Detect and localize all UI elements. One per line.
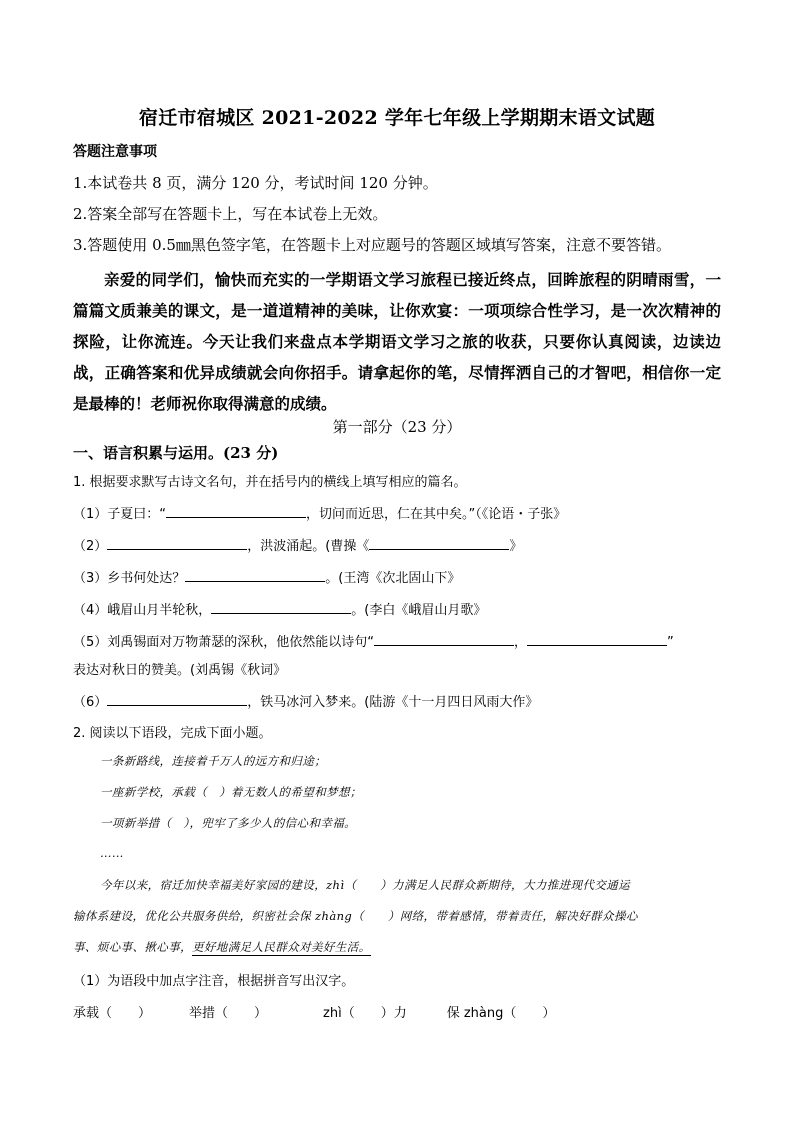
q2-stem: 2. 阅读以下语段，完成下面小题。 bbox=[73, 726, 272, 741]
answer-blank[interactable] bbox=[107, 535, 247, 550]
part-heading: 第一部分（23 分） bbox=[332, 418, 462, 436]
q1-item-2 bbox=[73, 535, 522, 554]
q1-item-5-text-c: ” bbox=[667, 635, 674, 650]
passage-line-3: 一项新举措（ ），兜牢了多少人的信心和幸福。 bbox=[100, 816, 357, 830]
answer-blank[interactable] bbox=[374, 631, 514, 646]
page-title: 宿迁市宿城区 2021-2022 学年七年级上学期期末语文试题 bbox=[138, 107, 656, 129]
q1-item-5-text-a: （5）刘禹锡面对万物萧瑟的深秋，他依然能以诗句“ bbox=[73, 635, 375, 650]
passage-para-line-1: 今年以来，宿迁加快幸福美好家园的建设，zhì（ ）力满足人民群众新期待，大力推进现代交通运 bbox=[100, 878, 631, 892]
q1-item-1-text-b: ，切问而近思，仁在其中矣。”（《论语・子张》 bbox=[306, 507, 567, 522]
q1-item-4 bbox=[73, 599, 486, 618]
q1-item-3 bbox=[73, 567, 460, 586]
q1-item-1-text-a: （1）子夏曰：“ bbox=[73, 507, 167, 522]
answer-jucuo[interactable]: 举措（ ） bbox=[189, 1006, 268, 1021]
q1-item-6 bbox=[73, 691, 538, 710]
intro-paragraph: 亲爱的同学们，愉快而充实的一学期语文学习旅程已接近终点，回眸旅程的阴晴雨雪，一篇篇文质兼美的课文，是一道道精神的美味，让你欢宴：一项项综合性学习，是一次次精神的探险，让你流连。今天让我们来盘点本学期语文学习之旅的收获，只要你认真阅读，边读边战，正确答案和优异成绩就会向你招手。请拿起你的笔，尽情挥洒自己的才智吧，相信你一定是最棒的！老师祝你取得满意的成绩。 bbox=[73, 270, 721, 413]
answer-blank[interactable] bbox=[166, 503, 306, 518]
q1-item-5-text-b: ， bbox=[514, 635, 528, 650]
q1-item-3-text-b: 。(王湾《次北固山下》 bbox=[325, 571, 461, 586]
passage-para-line-3-text: 事、烦心事、揪心事， bbox=[73, 940, 192, 954]
section-heading: 一、语言积累与运用。(23 分) bbox=[73, 444, 279, 462]
answer-blank[interactable] bbox=[369, 535, 509, 550]
answer-blank[interactable] bbox=[185, 567, 325, 582]
q1-item-3-text-a: （3）乡书何处达？ bbox=[73, 571, 186, 586]
answer-chengzai[interactable]: 承载（ ） bbox=[73, 1006, 152, 1021]
q1-item-2-text-a: （2） bbox=[73, 539, 108, 554]
passage-line-1: 一条新路线，连接着千万人的远方和归途； bbox=[100, 754, 327, 768]
q1-item-2-text-c: 》 bbox=[509, 539, 523, 554]
q2-answer-row bbox=[73, 1002, 555, 1021]
q1-item-6-text-b: ，铁马冰河入梦来。(陆游《十一月四日风雨大作》 bbox=[247, 695, 539, 710]
q1-item-6-text-a: （6） bbox=[73, 695, 108, 710]
underlined-sentence: 更好地满足人民群众对美好生活。 bbox=[192, 940, 371, 954]
answer-blank[interactable] bbox=[107, 691, 247, 706]
answer-blank[interactable] bbox=[211, 599, 351, 614]
q1-item-5-cont: 表达对秋日的赞美。(刘禹锡《秋词》 bbox=[73, 663, 287, 678]
q1-item-5 bbox=[73, 631, 674, 650]
passage-para-line-2: 输体系建设，优化公共服务供给，织密社会保 zhàng（ ）网络，带着感情，带着责任，解决好群众操心 bbox=[73, 909, 638, 923]
answer-blank[interactable] bbox=[527, 631, 667, 646]
notice-heading: 答题注意事项 bbox=[73, 144, 157, 160]
q1-item-1 bbox=[73, 503, 566, 522]
q1-stem: 1. 根据要求默写古诗文名句，并在括号内的横线上填写相应的篇名。 bbox=[73, 475, 467, 490]
passage-line-2: 一座新学校，承载（ ）着无数人的希望和梦想； bbox=[100, 785, 362, 799]
answer-zhi[interactable]: zhì（ ）力 bbox=[323, 1006, 407, 1021]
notice-item-1: 1.本试卷共 8 页，满分 120 分，考试时间 120 分钟。 bbox=[73, 174, 438, 192]
q1-item-4-text-b: 。(李白《峨眉山月歌》 bbox=[351, 603, 487, 618]
passage-para-line-3 bbox=[73, 939, 371, 955]
q1-item-2-text-b: ，洪波涌起。(曹操《 bbox=[247, 539, 370, 554]
answer-zhang[interactable]: 保 zhàng（ ） bbox=[446, 1006, 556, 1021]
notice-item-3: 3.答题使用 0.5㎜黑色签字笔，在答题卡上对应题号的答题区域填写答案，注意不要答错。 bbox=[73, 236, 671, 254]
q2-sub1: （1）为语段中加点字注音，根据拼音写出汉字。 bbox=[73, 974, 355, 989]
q1-item-4-text-a: （4）峨眉山月半轮秋， bbox=[73, 603, 212, 618]
passage-ellipsis: …… bbox=[100, 846, 124, 860]
notice-item-2: 2.答案全部写在答题卡上，写在本试卷上无效。 bbox=[73, 205, 388, 223]
